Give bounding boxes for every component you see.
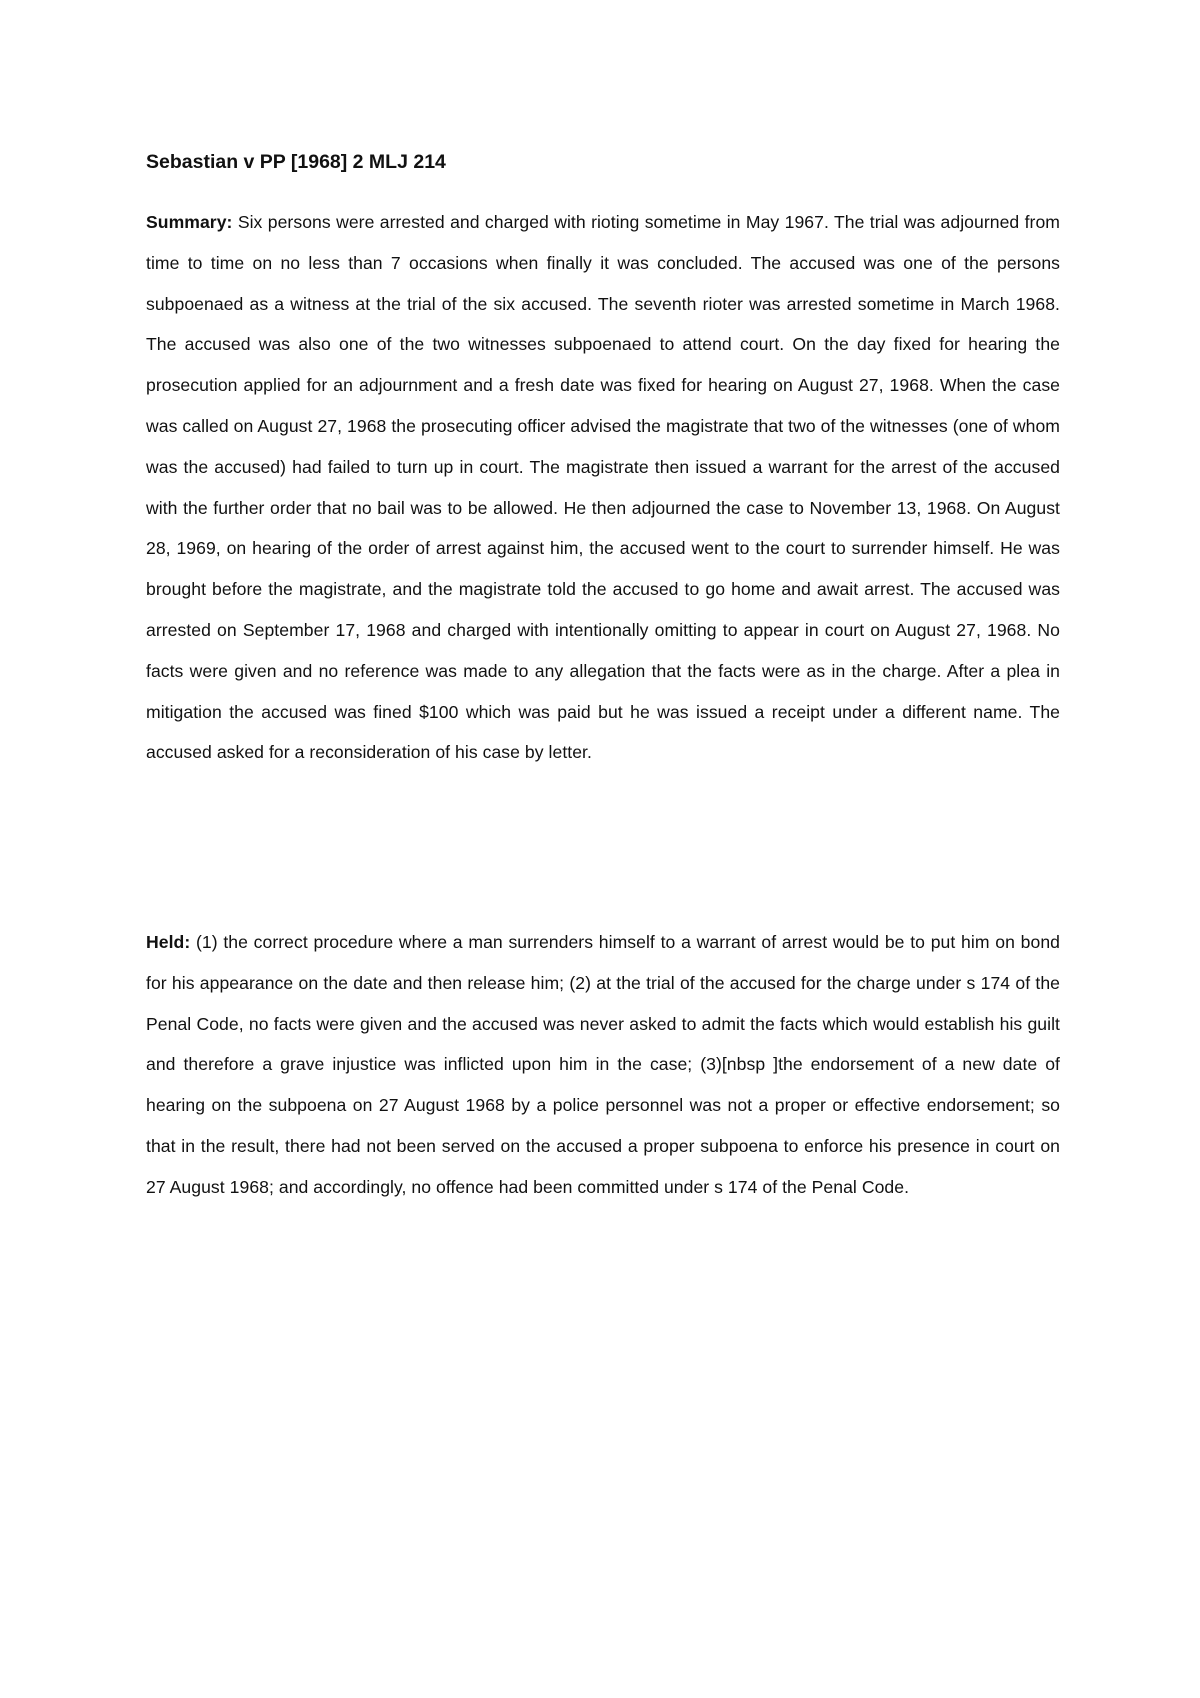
summary-label: Summary: bbox=[146, 212, 233, 232]
held-text: (1) the correct procedure where a man surrenders himself to a warrant of arrest would be to put him on bond for his appearance on the date and then release him; (2) at the trial of the accused for the charge under s 174 of the Penal Code, no facts were given and the accused was never asked to admit the facts which would establish his guilt and therefore a grave injustice was inflicted upon him in the case; (3)[nbsp ]the endorsement of a new date of hearing on the subpoena on 27 August 1968 by a police personnel was not a proper or effective endorsement; so that in the result, there had not been served on the accused a proper subpoena to enforce his presence in court on 27 August 1968; and accordingly, no offence had been committed under s 174 of the Penal Code. bbox=[146, 932, 1060, 1197]
summary-paragraph bbox=[146, 202, 1060, 773]
case-title: Sebastian v PP [1968] 2 MLJ 214 bbox=[146, 151, 446, 173]
summary-text: Six persons were arrested and charged with rioting sometime in May 1967. The trial was adjourned from time to time on no less than 7 occasions when finally it was concluded. The accused was one of the persons subpoenaed as a witness at the trial of the six accused. The seventh rioter was arrested sometime in March 1968. The accused was also one of the two witnesses subpoenaed to attend court. On the day fixed for hearing the prosecution applied for an adjournment and a fresh date was fixed for hearing on August 27, 1968. When the case was called on August 27, 1968 the prosecuting officer advised the magistrate that two of the witnesses (one of whom was the accused) had failed to turn up in court. The magistrate then issued a warrant for the arrest of the accused with the further order that no bail was to be allowed. He then adjourned the case to November 13, 1968. On August 28, 1969, on hearing of the order of arrest against him, the accused went to the court to surrender himself. He was brought before the magistrate, and the magistrate told the accused to go home and await arrest. The accused was arrested on September 17, 1968 and charged with intentionally omitting to appear in court on August 27, 1968. No facts were given and no reference was made to any allegation that the facts were as in the charge. After a plea in mitigation the accused was fined $100 which was paid but he was issued a receipt under a different name. The accused asked for a reconsideration of his case by letter. bbox=[146, 212, 1060, 763]
held-paragraph bbox=[146, 922, 1060, 1208]
held-label: Held: bbox=[146, 932, 191, 952]
